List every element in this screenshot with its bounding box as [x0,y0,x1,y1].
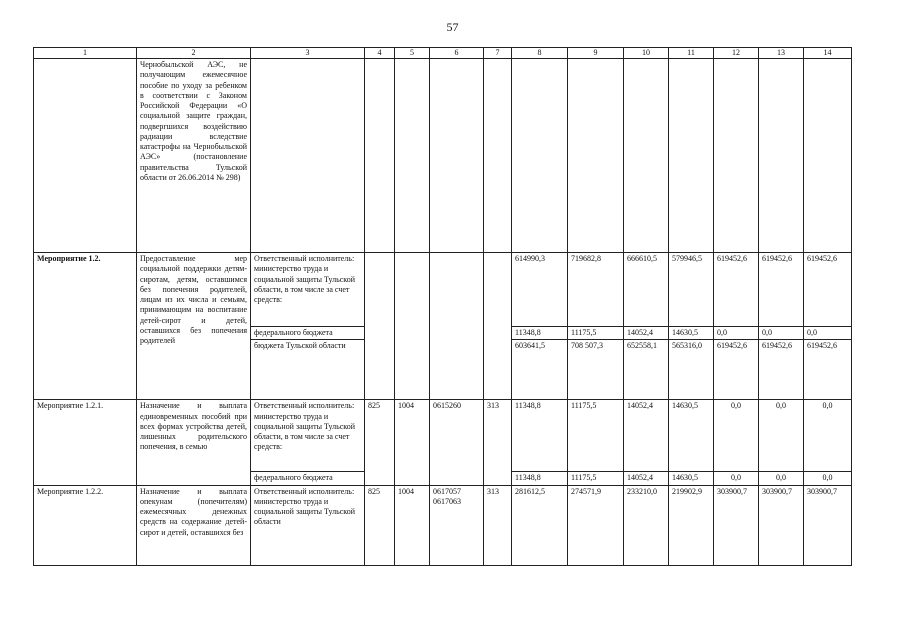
header-row [34,48,852,59]
value-cell: 274571,9 [568,485,624,565]
measure-1-2-description: Предоставление мер социальной поддержки детям-сиротам, детям, оставшимся без попечения родителей, лицам из их числа и семьям, принимающим на воспитание детей-сирот и детей, оставшихся без попечения родителей [137,253,251,400]
measure-1-2-1-description: Назначение и выплата единовременных пособий при всех формах устройства детей, лишенных родительского попечения, в семью [137,400,251,485]
value-cell: 619452,6 [759,253,804,327]
value-cell: 14630,5 [669,400,714,472]
value-cell: 1004 [395,400,430,485]
value-cell: 825 [365,485,395,565]
value-cell: 619452,6 [759,340,804,400]
header-cell: 6 [430,48,484,59]
value-cell: 603641,5 [512,340,568,400]
measure-1-2-1-executor: Ответственный исполнитель: министерство труда и социальной защиты Тульской области, в том числе за счет средств: [251,400,365,472]
value-cell: 0615260 [430,400,484,485]
value-cell: 0,0 [714,327,759,340]
value-cell: 11348,8 [512,327,568,340]
measure-1-2-1-total-row [34,400,852,472]
value-cell: 666610,5 [624,253,669,327]
header-cell: 2 [137,48,251,59]
regional-budget-label: бюджета Тульской области [251,340,365,400]
measure-1-2-2-executor: Ответственный исполнитель: министерство труда и социальной защиты Тульской области [251,485,365,565]
header-cell: 11 [669,48,714,59]
value-cell: 11175,5 [568,327,624,340]
value-cell: 619452,6 [714,253,759,327]
measure-1-2-2-row [34,485,852,565]
header-cell: 12 [714,48,759,59]
program-table [33,47,852,566]
value-cell: 14630,5 [669,327,714,340]
value-cell: 619452,6 [714,340,759,400]
value-cell: 614990,3 [512,253,568,327]
value-cell: 11348,8 [512,472,568,485]
header-cell: 7 [484,48,512,59]
continuation-description: Чернобыльской АЭС, не получающим ежемесячное пособие по уходу за ребенком в соответствии с Законом Российской Федерации «О социальной защите граждан, подвергшихся воздействию радиации вследствие катастрофы на Чернобыльской АЭС» (постановление правительства Тульской области от 26.06.2014 № 298) [137,59,251,253]
value-cell: 0,0 [759,400,804,472]
header-cell: 5 [395,48,430,59]
value-cell: 303900,7 [759,485,804,565]
value-cell: 0,0 [714,472,759,485]
value-cell: 652558,1 [624,340,669,400]
header-cell: 14 [804,48,852,59]
page-number: 57 [446,20,459,34]
value-cell: 303900,7 [714,485,759,565]
value-cell: 14630,5 [669,472,714,485]
value-cell: 303900,7 [804,485,852,565]
header-cell: 8 [512,48,568,59]
value-cell: 1004 [395,485,430,565]
value-cell: 708 507,3 [568,340,624,400]
value-cell: 619452,6 [804,340,852,400]
value-cell: 11175,5 [568,400,624,472]
measure-1-2-title: Мероприятие 1.2. [34,253,137,400]
code-line: 0617057 [433,486,461,496]
header-cell: 1 [34,48,137,59]
value-cell: 0,0 [804,327,852,340]
value-cell: 579946,5 [669,253,714,327]
value-cell: 219902,9 [669,485,714,565]
header-cell: 4 [365,48,395,59]
header-cell: 10 [624,48,669,59]
federal-budget-label: федерального бюджета [251,472,365,485]
header-cell: 3 [251,48,365,59]
value-cell: 0,0 [804,400,852,472]
value-cell: 0,0 [714,400,759,472]
value-cell: 11348,8 [512,400,568,472]
value-cell: 825 [365,400,395,485]
value-cell: 14052,4 [624,472,669,485]
measure-1-2-2-description: Назначение и выплата опекунам (попечителям) ежемесячных денежных средств на содержание детей-сирот и детей, оставшихся без [137,485,251,565]
continuation-row [34,59,852,253]
value-cell: 281612,5 [512,485,568,565]
value-cell: 233210,0 [624,485,669,565]
measure-1-2-1-title: Мероприятие 1.2.1. [34,400,137,485]
header-cell: 9 [568,48,624,59]
value-cell: 14052,4 [624,400,669,472]
code-line: 0617063 [433,496,461,506]
value-cell: 313 [484,485,512,565]
value-cell: 0,0 [759,327,804,340]
value-cell: 719682,8 [568,253,624,327]
value-cell: 0,0 [759,472,804,485]
value-cell: 565316,0 [669,340,714,400]
value-cell: 619452,6 [804,253,852,327]
value-cell [430,485,484,565]
measure-1-2-executor: Ответственный исполнитель: министерство труда и социальной защиты Тульской области, в том числе за счет средств: [251,253,365,327]
measure-1-2-total-row [34,253,852,327]
value-cell: 11175,5 [568,472,624,485]
value-cell: 0,0 [804,472,852,485]
measure-1-2-2-title: Мероприятие 1.2.2. [34,485,137,565]
value-cell: 313 [484,400,512,485]
value-cell: 14052,4 [624,327,669,340]
federal-budget-label: федерального бюджета [251,327,365,340]
header-cell: 13 [759,48,804,59]
